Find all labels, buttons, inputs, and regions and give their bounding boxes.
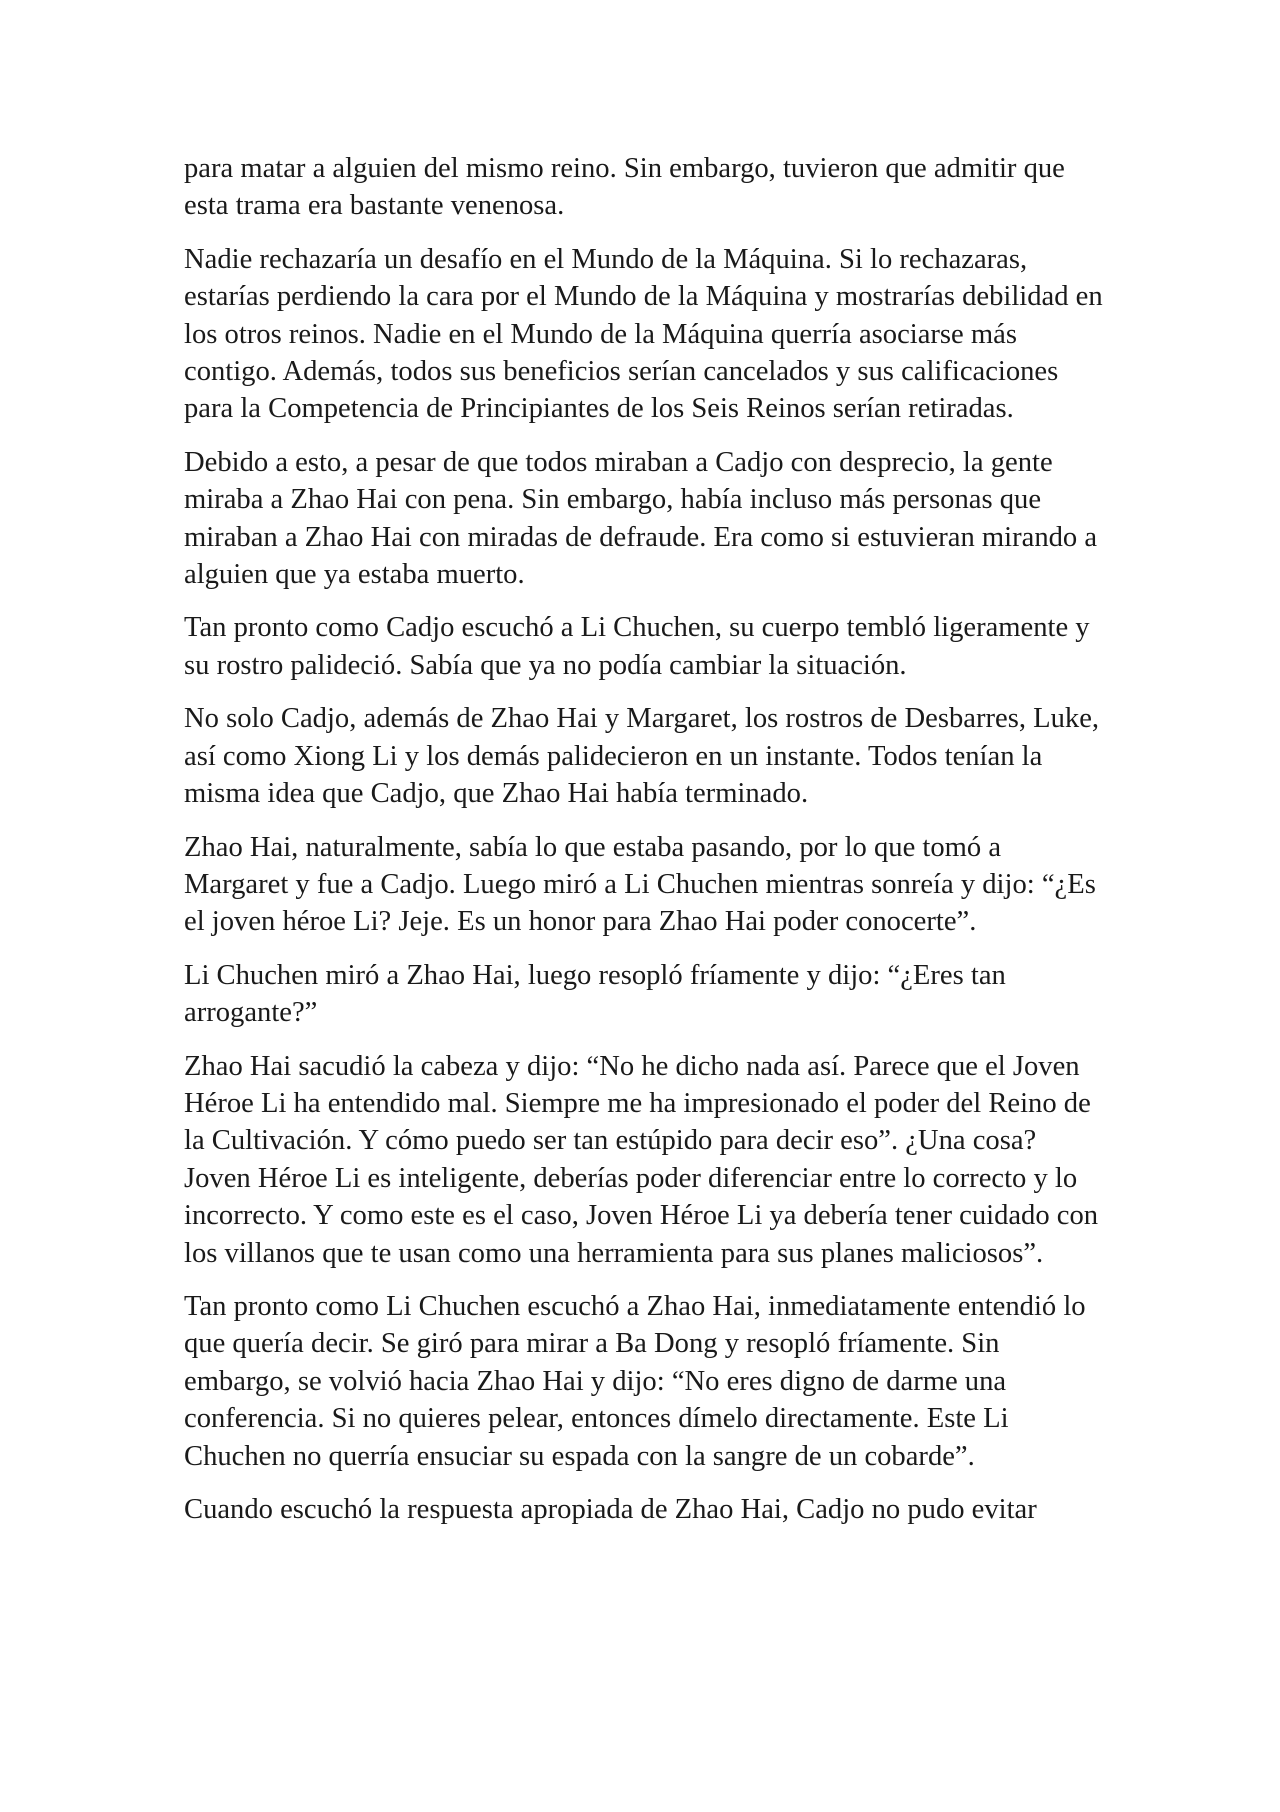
paragraph-7: Li Chuchen miró a Zhao Hai, luego resopló fríamente y dijo: “¿Eres tan arrogante?”	[184, 959, 1006, 1029]
paragraph-10: Cuando escuchó la respuesta apropiada de Zhao Hai, Cadjo no pudo evitar	[184, 1494, 1037, 1525]
paragraph-4: Tan pronto como Cadjo escuchó a Li Chuchen, su cuerpo tembló ligeramente y su rostro palideció. Sabía que ya no podía cambiar la situación.	[184, 612, 1090, 681]
paragraph-9: Tan pronto como Li Chuchen escuchó a Zhao Hai, inmediatamente entendió lo que quería decir. Se giró para mirar a Ba Dong y resopló fríamente. Sin embargo, se volvió hacia Zhao Hai y dijo: “No eres digno de darme una conferencia. Si no quieres pelear, entonces dímelo directamente. Este Li Chuchen no querría ensuciar su espada con la sangre de un cobarde”.	[184, 1290, 1086, 1472]
paragraph-6: Zhao Hai, naturalmente, sabía lo que estaba pasando, por lo que tomó a Margaret y fue a Cadjo. Luego miró a Li Chuchen mientras sonreía y dijo: “¿Es el joven héroe Li? Jeje. Es un honor para Zhao Hai poder conocerte”.	[184, 831, 1096, 938]
paragraph-2: Nadie rechazaría un desafío en el Mundo de la Máquina. Si lo rechazaras, estarías perdiendo la cara por el Mundo de la Máquina y mostrarías debilidad en los otros reinos. Nadie en el Mundo de la Máquina querría asociarse más contigo. Además, todos sus beneficios serían cancelados y sus calificaciones para la Competencia de Principiantes de los Seis Reinos serían retiradas.	[184, 243, 1103, 425]
paragraph-8: Zhao Hai sacudió la cabeza y dijo: “No he dicho nada así. Parece que el Joven Héroe Li ha entendido mal. Siempre me ha impresionado el poder del Reino de la Cultivación. Y cómo puedo ser tan estúpido para decir eso”. ¿Una cosa? Joven Héroe Li es inteligente, deberías poder diferenciar entre lo correcto y lo incorrecto. Y como este es el caso, Joven Héroe Li ya debería tener cuidado con los villanos que te usan como una herramienta para sus planes maliciosos”.	[184, 1050, 1099, 1269]
paragraph-1: para matar a alguien del mismo reino. Sin embargo, tuvieron que admitir que esta trama era bastante venenosa.	[184, 153, 1065, 222]
document-body	[184, 150, 1104, 1544]
paragraph-3: Debido a esto, a pesar de que todos miraban a Cadjo con desprecio, la gente miraba a Zhao Hai con pena. Sin embargo, había incluso más personas que miraban a Zhao Hai con miradas de defraude. Era como si estuvieran mirando a alguien que ya estaba muerto.	[184, 446, 1098, 591]
paragraph-5: No solo Cadjo, además de Zhao Hai y Margaret, los rostros de Desbarres, Luke, así como Xiong Li y los demás palidecieron en un instante. Todos tenían la misma idea que Cadjo, que Zhao Hai había terminado.	[184, 703, 1100, 810]
